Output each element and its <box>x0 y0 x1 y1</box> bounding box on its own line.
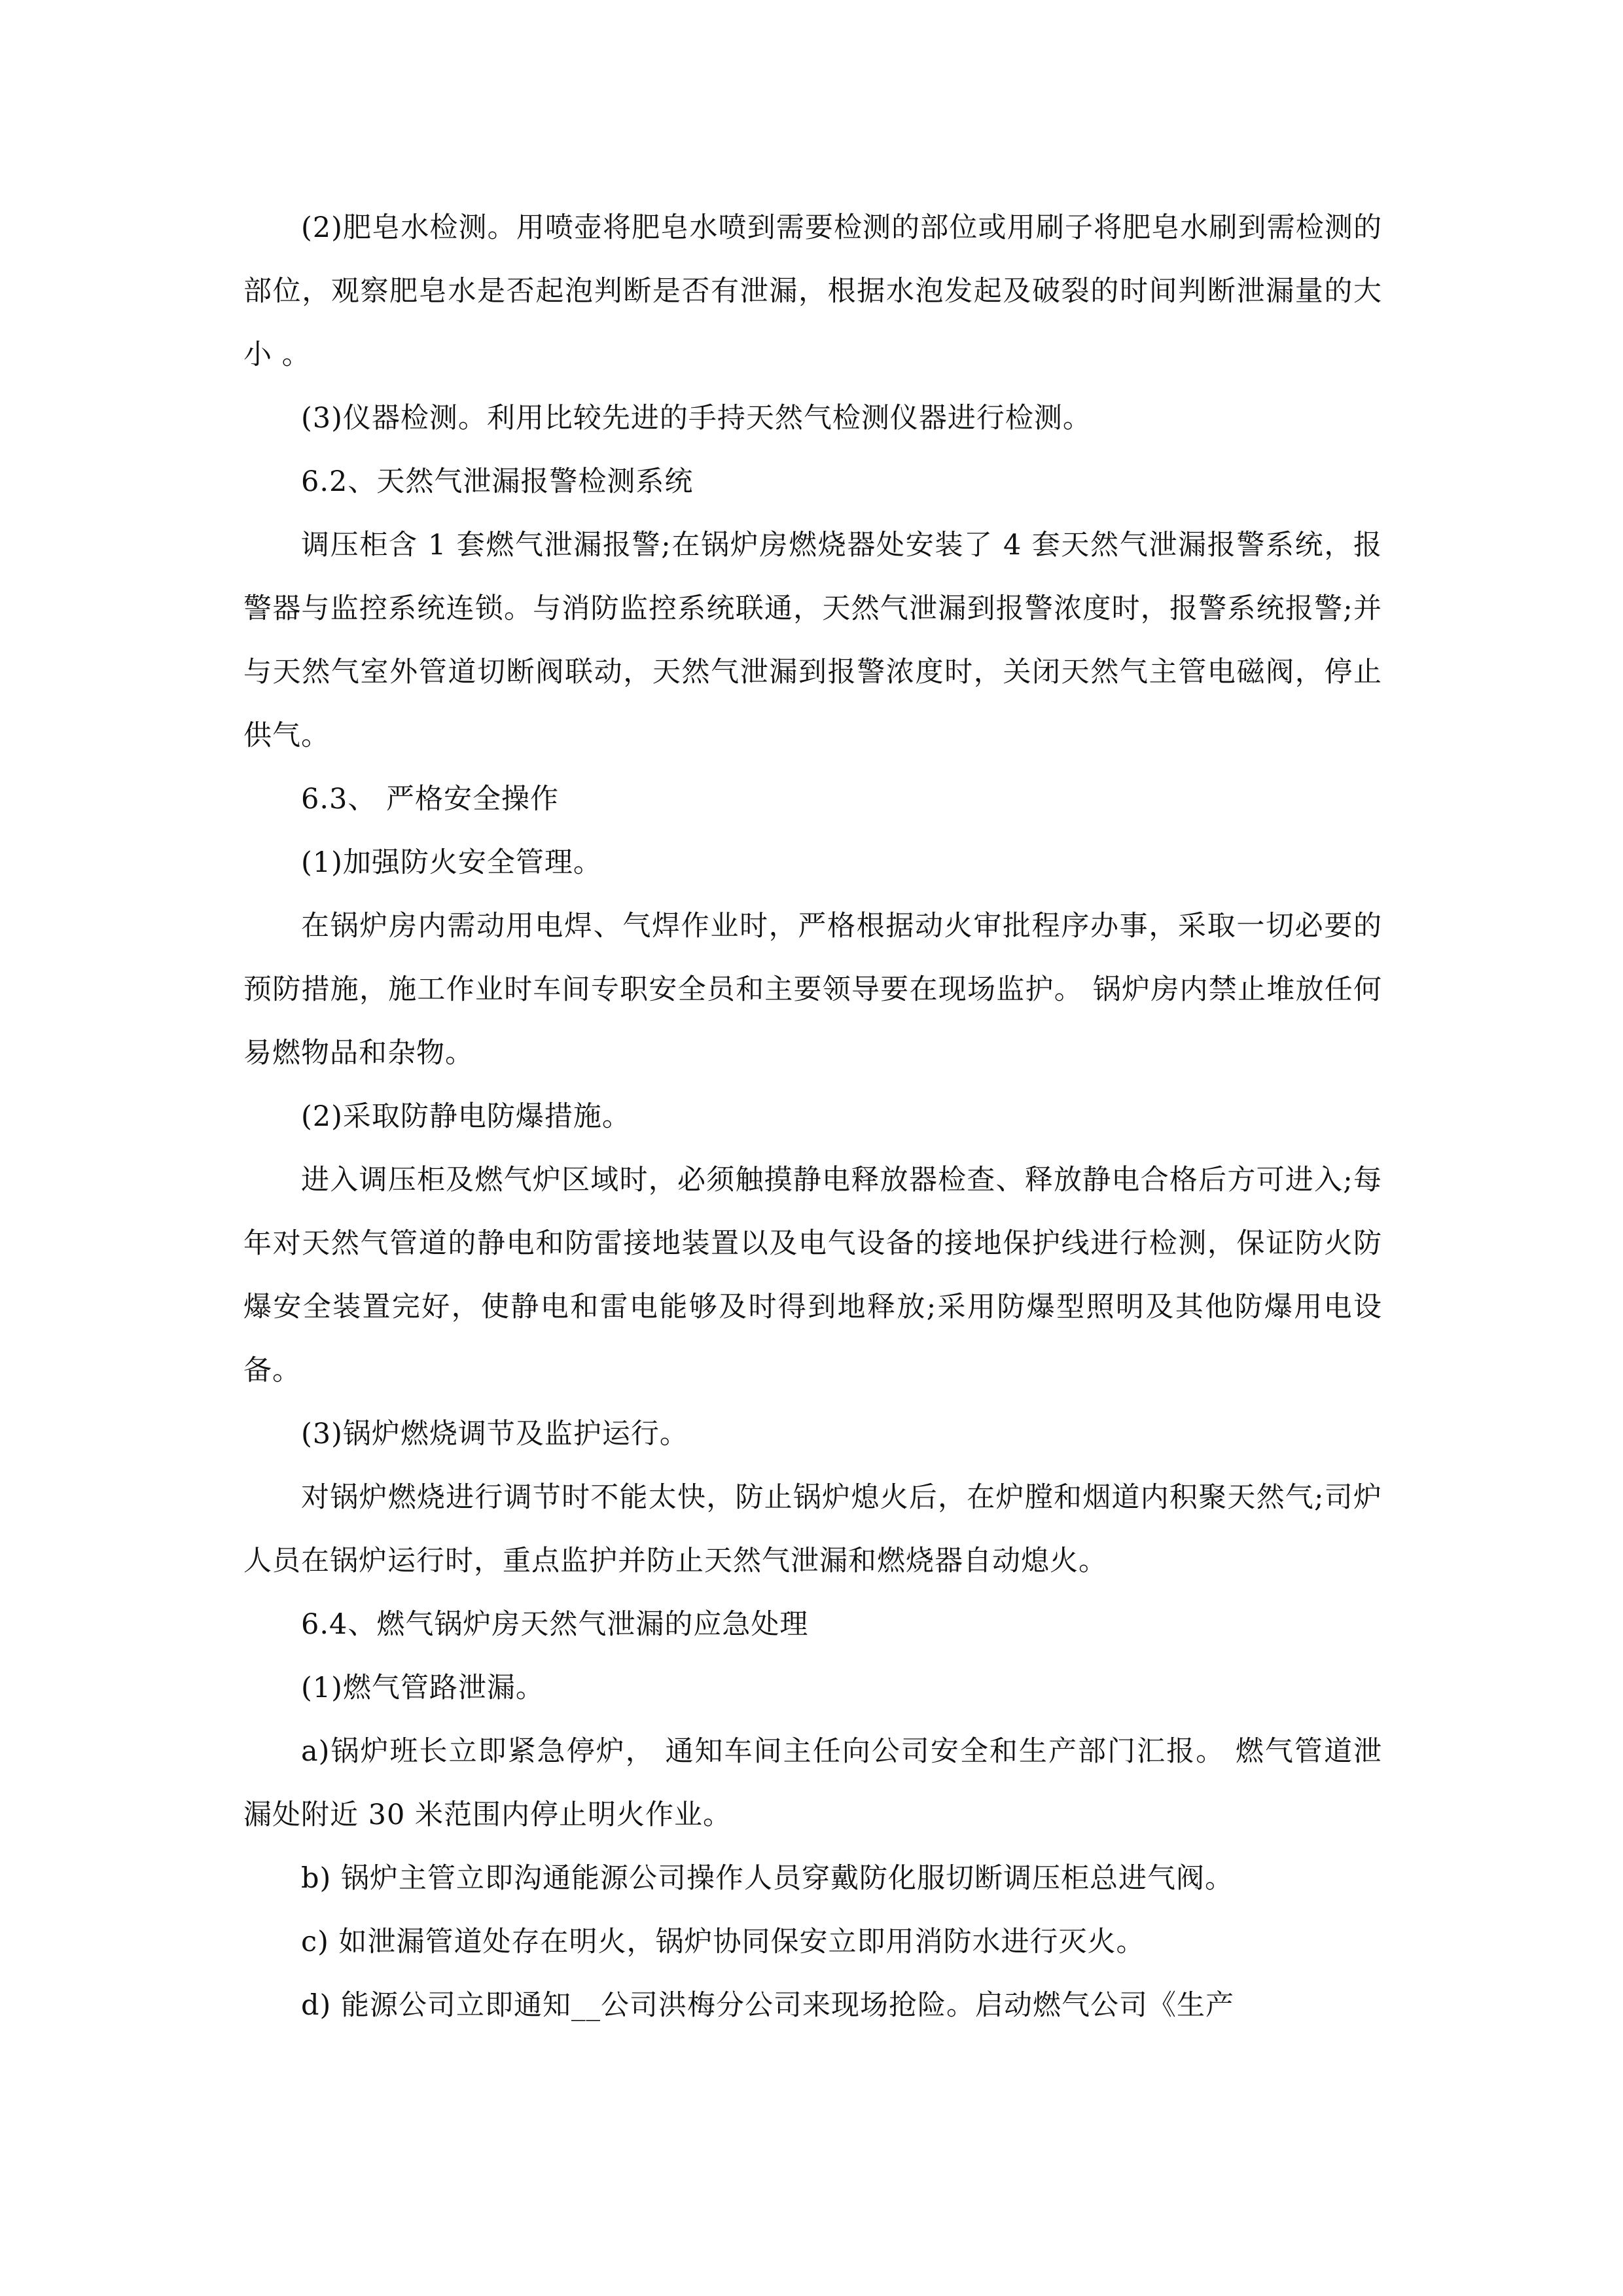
section-heading-6-2: 6.2、天然气泄漏报警检测系统 <box>301 465 694 498</box>
paragraph-fire-management-title: (1)加强防火安全管理。 <box>301 846 602 879</box>
section-heading-6-3: 6.3、 严格安全操作 <box>301 783 560 816</box>
paragraph-step-b: b) 锅炉主管立即沟通能源公司操作人员穿戴防化服切断调压柜总进气阀。 <box>301 1862 1234 1895</box>
paragraph-instrument-detection: (3)仪器检测。利用比较先进的手持天然气检测仪器进行检测。 <box>301 402 1092 435</box>
paragraph-fire-management-body: 在锅炉房内需动用电焊、气焊作业时，严格根据动火审批程序办事，采取一切必要的预防措施，施工作业时车间专职安全员和主要领导要在现场监护。 锅炉房内禁止堆放任何易燃物品和杂物。 <box>243 910 1382 1069</box>
paragraph-alarm-system: 调压柜含 1 套燃气泄漏报警;在锅炉房燃烧器处安装了 4 套天然气泄漏报警系统，报警器与监控系统连锁。与消防监控系统联通，天然气泄漏到报警浓度时，报警系统报警;并与天然气室外管道切断阀联动，天然气泄漏到报警浓度时，关闭天然气主管电磁阀，停止供气。 <box>243 529 1382 752</box>
paragraph-step-c: c) 如泄漏管道处存在明火，锅炉协同保安立即用消防水进行灭火。 <box>301 1926 1145 1958</box>
paragraph-soap-water-detection: (2)肥皂水检测。用喷壶将肥皂水喷到需要检测的部位或用刷子将肥皂水刷到需检测的部位，观察肥皂水是否起泡判断是否有泄漏，根据水泡发起及破裂的时间判断泄漏量的大小 。 <box>243 211 1382 371</box>
paragraph-antistatic-body: 进入调压柜及燃气炉区域时，必须触摸静电释放器检查、释放静电合格后方可进入;每年对天然气管道的静电和防雷接地装置以及电气设备的接地保护线进行检测，保证防火防爆安全装置完好，使静电和雷电能够及时得到地释放;采用防爆型照明及其他防爆用电设备。 <box>243 1164 1382 1387</box>
paragraph-combustion-body: 对锅炉燃烧进行调节时不能太快，防止锅炉熄火后，在炉膛和烟道内积聚天然气;司炉人员在锅炉运行时，重点监护并防止天然气泄漏和燃烧器自动熄火。 <box>243 1481 1382 1577</box>
paragraph-pipeline-leak-title: (1)燃气管路泄漏。 <box>301 1672 544 1704</box>
paragraph-antistatic-title: (2)采取防静电防爆措施。 <box>301 1100 631 1133</box>
section-heading-6-4: 6.4、燃气锅炉房天然气泄漏的应急处理 <box>301 1608 809 1641</box>
paragraph-step-d: d) 能源公司立即通知__公司洪梅分公司来现场抢险。启动燃气公司《生产 <box>301 1989 1234 2022</box>
paragraph-combustion-title: (3)锅炉燃烧调节及监护运行。 <box>301 1418 688 1450</box>
paragraph-step-a: a)锅炉班长立即紧急停炉， 通知车间主任向公司安全和生产部门汇报。 燃气管道泄漏处附近 30 米范围内停止明火作业。 <box>243 1735 1382 1831</box>
document-body <box>243 196 1382 2037</box>
